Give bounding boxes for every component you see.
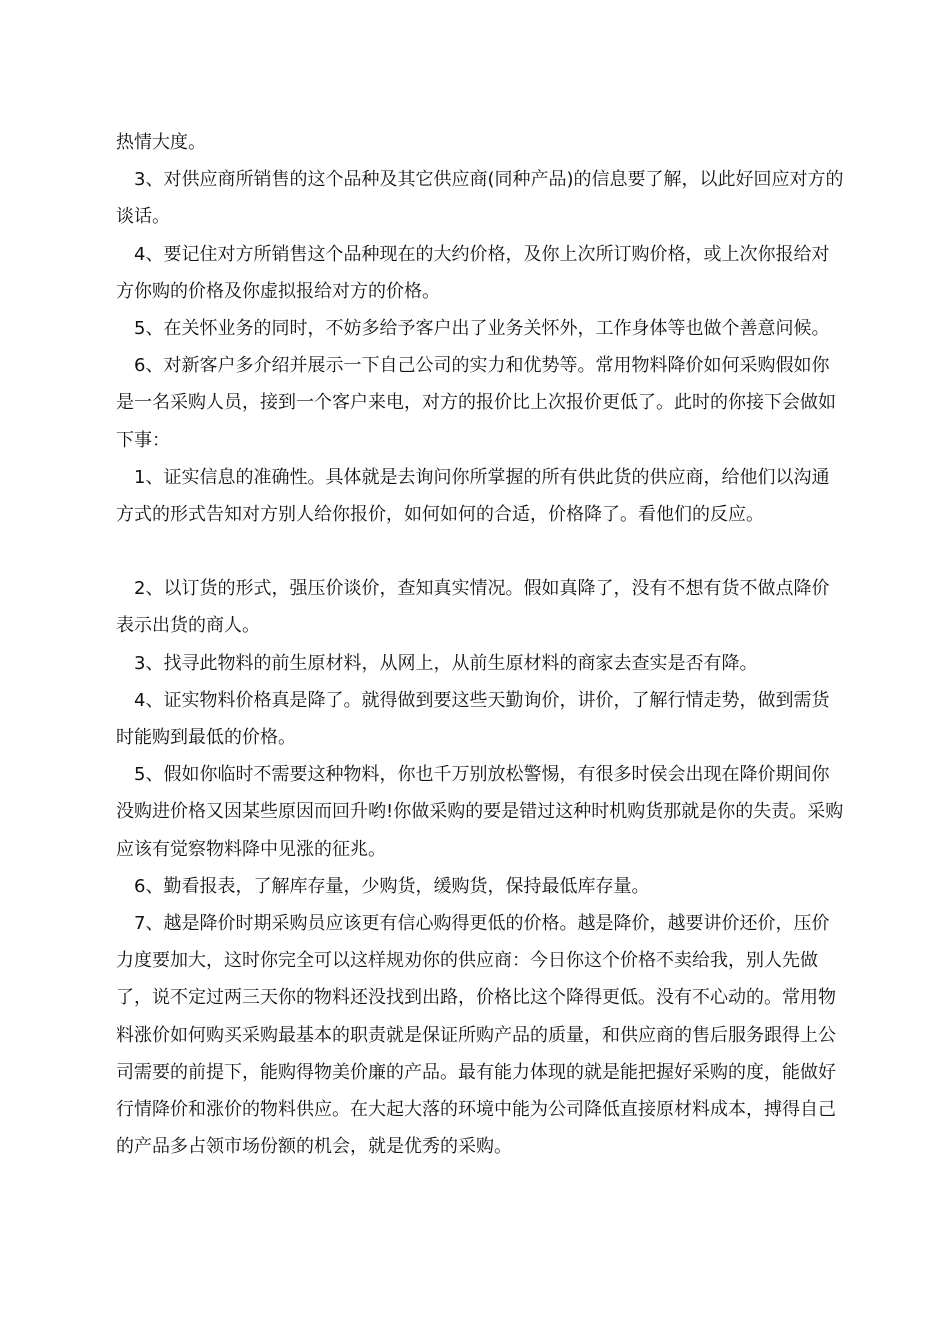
blank-line [116, 533, 846, 570]
paragraph-7: 2、以订货的形式，强压价谈价，查知真实情况。假如真降了，没有不想有货不做点降价表示出货的商人。 [116, 578, 830, 637]
paragraph-3: 4、要记住对方所销售这个品种现在的大约价格，及你上次所订购价格，或上次你报给对方你购的价格及你虚拟报给对方的价格。 [116, 243, 830, 302]
paragraph-1: 热情大度。 [116, 132, 206, 153]
paragraph-10: 5、假如你临时不需要这种物料，你也千万别放松警惕，有很多时侯会出现在降价期间你没购进价格又因某些原因而回升哟!你做采购的要是错过这种时机购货那就是你的失责。采购应该有觉察物料降中见涨的征兆。 [116, 764, 844, 860]
paragraph-9: 4、证实物料价格真是降了。就得做到要这些天勤询价，讲价，了解行情走势，做到需货时能购到最低的价格。 [116, 689, 830, 749]
paragraph-11: 6、勤看报表，了解库存量，少购货，缓购货，保持最低库存量。 [134, 875, 650, 897]
paragraph-2: 3、对供应商所销售的这个品种及其它供应商(同种产品)的信息要了解，以此好回应对方的谈话。 [116, 169, 844, 228]
paragraph-6: 1、证实信息的准确性。具体就是去询问你所掌握的所有供此货的供应商，给他们以沟通方式的形式告知对方别人给你报价，如何如何的合适，价格降了。看他们的反应。 [116, 466, 830, 526]
document-body [116, 124, 846, 1165]
paragraph-5: 6、对新客户多介绍并展示一下自己公司的实力和优势等。常用物料降价如何采购假如你是一名采购人员，接到一个客户来电，对方的报价比上次报价更低了。此时的你接下会做如下事： [116, 355, 836, 451]
paragraph-4: 5、在关怀业务的同时，不妨多给予客户出了业务关怀外，工作身体等也做个善意问候。 [134, 318, 830, 340]
paragraph-12: 7、越是降价时期采购员应该更有信心购得更低的价格。越是降价，越要讲价还价，压价力度要加大，这时你完全可以这样规劝你的供应商：今日你这个价格不卖给我，别人先做了，说不定过两三天你的物料还没找到出路，价格比这个降得更低。没有不心动的。常用物料涨价如何购买采购最基本的职责就是保证所购产品的质量，和供应商的售后服务跟得上公司需要的前提下，能购得物美价廉的产品。最有能力体现的就是能把握好采购的度，能做好行情降价和涨价的物料供应。在大起大落的环境中能为公司降低直接原材料成本，搏得自己的产品多占领市场份额的机会，就是优秀的采购。 [116, 913, 836, 1158]
paragraph-8: 3、找寻此物料的前生原材料，从网上，从前生原材料的商家去查实是否有降。 [134, 652, 758, 674]
